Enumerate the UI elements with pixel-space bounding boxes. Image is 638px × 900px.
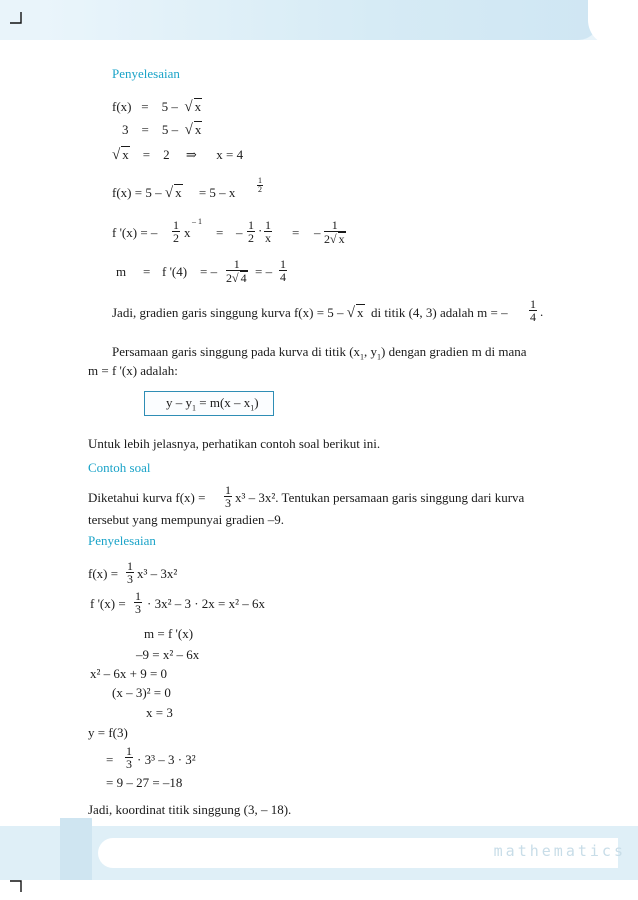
minus-sign-2: – [314,225,321,240]
step-fx-fraction: $\frac{1}{3}$ [127,559,133,586]
f-prime-4: f '(4) [162,264,188,279]
tangent-paragraph-line-1: Persamaan garis singgung pada kurva di titik ($x_1$, $y_1$) dengan gradien m di mana [112,344,527,362]
step-x-value: x = 3 [146,705,173,720]
frac-half-b: $\frac{1}{2}$ [248,218,254,245]
equals-sign-3: = [143,264,151,279]
equals-sign: = [216,225,224,240]
tangent-line-formula: $y - y_1 = m(x - x_1)$ [166,395,259,413]
frac-one-over-x: $\frac{1}{x}$ [265,218,271,245]
crop-mark-top-left-icon [10,12,22,24]
step-minus9: –9 = x² – 6x [136,647,200,662]
question-line-1b: x³ – 3x². Tentukan persamaan garis singgung dari kurva [235,490,525,505]
dot-sign: · [258,223,263,238]
equation-line-4: f(x) = 5 – √ x = 5 – x [112,185,236,201]
header-band [0,0,638,46]
solution-heading-1: Penyelesaian [112,66,180,81]
tangent-paragraph-line-2: m = f '(x) adalah: [88,363,178,378]
crop-mark-bottom-left-icon [10,880,22,892]
conclusion-1: Jadi, gradien garis singgung kurva f(x) = 5 – √ x di titik (4, 3) adalah m = – [112,305,508,321]
step-fx: f(x) = [88,566,119,581]
frac-one-over-2sqrt4: $\frac{1}{2√ 4}$ [226,257,247,285]
equation-line-3: √ x = 2 ⇒ x = 4 [112,147,244,163]
question-line-1a: Diketahui kurva f(x) = [88,490,206,505]
x-exponent: – 1 [192,217,202,226]
step-quadratic: x² – 6x + 9 = 0 [90,666,168,681]
step-fprime-rest: · 3x² – 3 · 2x = x² – 6x [147,596,266,611]
equation-line-2: 3 = 5 – √ x [122,122,202,138]
step-y-rest: · 3³ – 3 · 3² [137,752,196,767]
equation-line-1: f(x) = 5 – √ x [112,99,202,115]
solution-heading-2: Penyelesaian [88,533,156,548]
step-fx-rest: x³ – 3x² [137,566,178,581]
final-conclusion: Jadi, koordinat titik singgung (3, – 18). [88,802,292,817]
step-y-fraction: $\frac{1}{3}$ [126,744,132,771]
step-y-result: = 9 – 27 = –18 [106,775,183,790]
intro-text: Untuk lebih jelasnya, perhatikan contoh soal berikut ini. [88,436,381,451]
step-square: (x – 3)² = 0 [112,685,171,700]
footer-watermark: mathematics [493,842,626,860]
footer-band [0,826,638,880]
step-fprime: f '(x) = [90,596,126,611]
conclusion-fraction: $\frac{1}{4}$ [530,297,536,324]
minus-sign: – [236,225,243,240]
exponent-half: $\frac{1}{2}$ [258,175,262,194]
question-fraction: $\frac{1}{3}$ [225,483,231,510]
x-term: x [184,225,191,240]
step-m: m = f '(x) [144,626,194,641]
equals-sign-2: = [292,225,300,240]
question-line-2: tersebut yang mempunyai gradien –9. [88,512,285,527]
m-label: m [116,264,127,279]
period: . [540,304,544,319]
derivative-line: f '(x) = – [112,225,158,240]
equals-minus-2: = – [255,264,273,279]
step-y-eq: = [106,752,114,767]
frac-one-quarter: $\frac{1}{4}$ [280,257,286,284]
step-fprime-fraction: $\frac{1}{3}$ [135,589,141,616]
example-heading: Contoh soal [88,460,151,475]
equals-minus: = – [200,264,218,279]
frac-half-a: $\frac{1}{2}$ [173,218,179,245]
frac-one-over-2sqrtx: $\frac{1}{2√ x}$ [324,218,345,246]
step-y: y = f(3) [88,725,128,740]
